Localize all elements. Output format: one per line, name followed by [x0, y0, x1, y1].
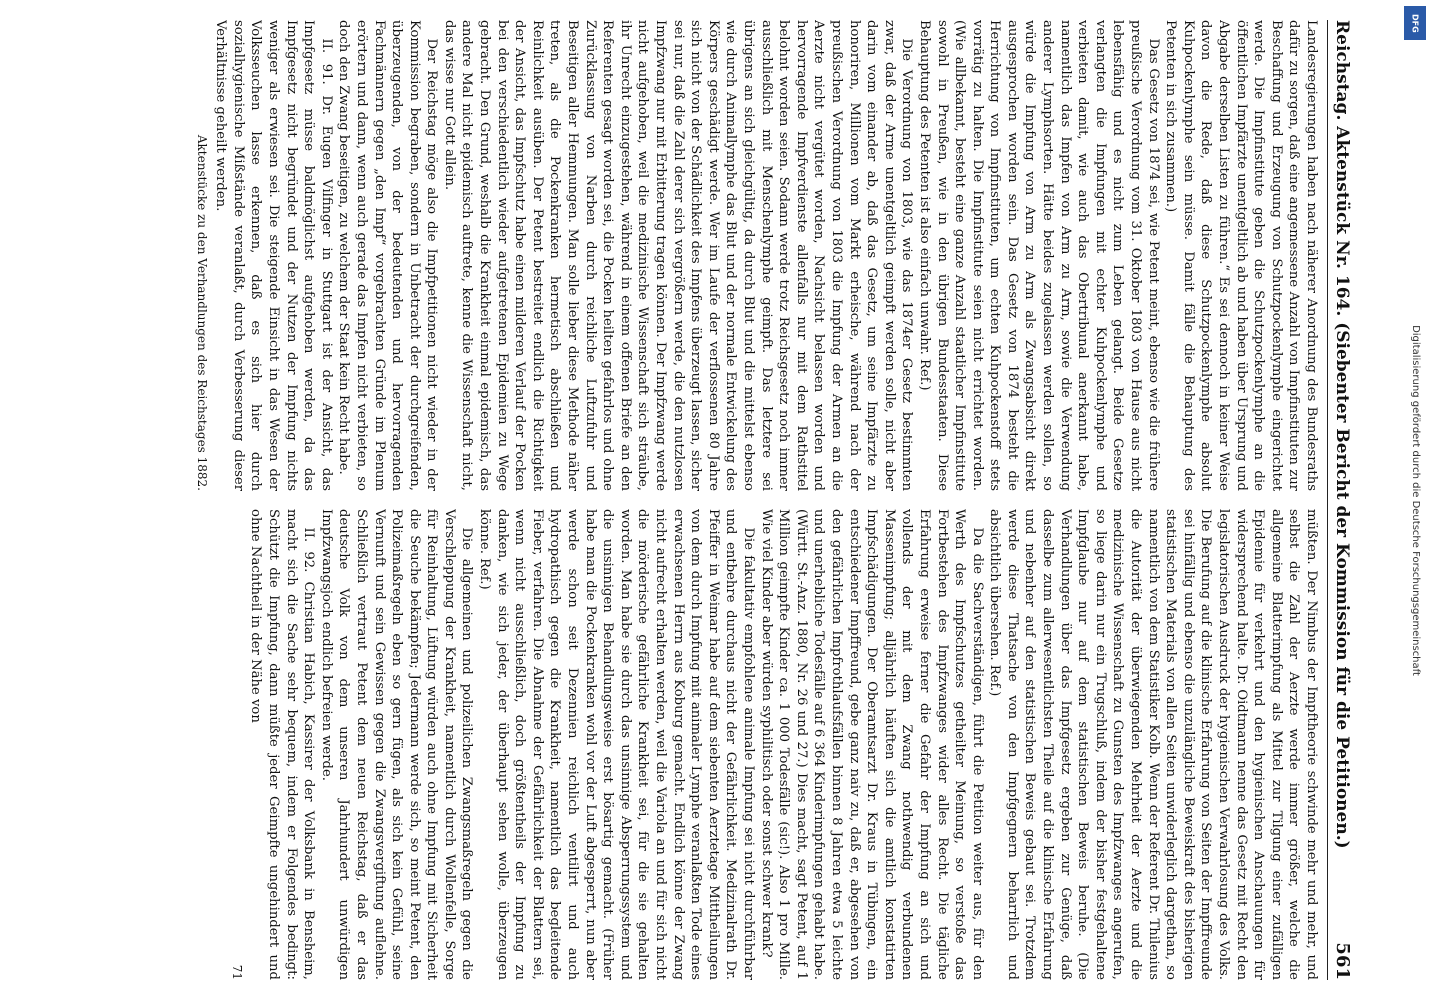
- paragraph: müßten. Der Nimbus der Impftheorie schwinde mehr und mehr, und selbst die Zahl der Aerzte werde immer größer, welche die allgemeine Blatterimpfung als Mittel zur Tilgung einer zufälligen Epidemie für verkehrt und den hygienischen Anschauungen für widersprechend halte. Dr. Oidtmann nenne das Gesetz mit Recht den legislatorischen Ausdruck der hygienischen Verwahrlosung des Volks. Die Berufung auf die klinische Erfahrung von Seiten der Impffreunde sei hinfällig und ebenso die unzulängliche Beweiskraft des bisherigen statistischen Materials von allen Seiten unwiderleglich dargethan, so namentlich von dem Statistiker Kolb. Wenn der Referent Dr. Thilenius die Autorität der überwiegenden Mehrheit der Aerzte und die medizinische Wissenschaft zu Gunsten des Impfzwanges angerufen, so liege darin nur ein Trugschluß, indem der bisher festgehaltene Impfglaube nur auf dem statistischen Beweis beruhe. (Die Verhandlungen über das Impfgesetz ergeben zur Genüge, daß dasselbe zum allerwesentlichsten Theile auf die klinische Erfahrung und nebenher auf den statistischen Beweis gebaut sei. Trotzdem werde diese Thatsache von den Impfgegnern beharrlich und absichtlich übersehen. Ref.): [987, 509, 1319, 980]
- paragraph: II. 91. Dr. Eugen Vilfinger in Stuttgart ist der Ansicht, das Impfgesetz müsse baldmöglichst aufgehoben werden, da das Impfgesetz nicht begründet und der Nutzen der Impfung nichts weniger als erwiesen sei. Die steigende Einsicht in das Wesen der Volksseuchen lasse erkennen, daß es sich hier durch sozialhygienische Mißstände veranlaßt, durch Verbesserung dieser Verhältnisse geheilt werden.: [213, 20, 334, 491]
- paragraph: Landesregierungen haben nach näherer Anordnung des Bundesraths dafür zu sorgen, daß eine angemessene Anzahl von Impfinstituten zur Beschaffung und Erzeugung von Schutzpockenlymphe eingerichtet werde. Die Impfinstitute geben die Schutzpockenlymphe an die öffentlichen Impfärzte unentgeltlich ab und haben über Ursprung und Abgabe derselben Listen zu führen.“ Es sei dennoch in keiner Weise davon die Rede, daß diese Schutzpockenlymphe absolut Kuhpockenlymphe sein müsse. Damit fälle die Behauptung des Petenten in sich zusammen.): [1163, 20, 1319, 491]
- paragraph: Die Verordnung von 1803, wie das 1874er Gesetz bestimmten zwar, daß der Arme unentgeltlich geimpft werden solle, nicht aber darin vom einander ab, daß das Gesetz, um seine Impfärzte zu honoriren, Millionen vom Markt erheische, während nach der preußischen Verordnung von 1803 die Impfung der Armen an die Aerzte nicht vergütet worden, Nachsicht belassen worden und hervorragende Impfverdienste allenfalls nur mit dem Rathstitel belohnt worden seien. Sodann werde trotz Reichsgesetz noch immer ausschließlich mit Menschenlymphe geimpft. Das letztere sei übrigens an sich gleichgültig, da durch Blut und die mittelst ebenso wie durch Animallymphe das Blut und der normale Entwickelung des Körpers geschädigt werde. Wer im Laufe der verflossenen 80 Jahre sich nicht von der Schädlichkeit des Impfens überzeugt lassen, sicher sei nur, daß die Zahl derer sich vergrößern werde, die den nutzlosen Impfzwang nur mit Erbitterung tragen können. Der Impfzwang werde nicht aufgehoben, weil die medizinische Wissenschaft sich sträube, ihr Unrecht einzugestehen, während in einem offenen Briefe an den Referenten gesagt worden sei, die Pocken heilten gefahrlos und ohne Zurücklassung von Narben durch reichliche Luftzufuhr und Beseitigen aller Hemmungen. Man solle lieber diese Methode näher treten, als die Pockenkranken hermetisch abschließen und Reinlichkeit ausüben. Der Petent bestreitet endlich die Richtigkeit der Ansicht, das Impfschutz habe einen milderen Verlauf der Pocken bei den verschiedentlich wieder aufgetretenen Epidemien zu Wege gebracht. Den Grund, weshalb die Krankheit einmal epidemisch, das andere Mal nicht epidemisch auftrete, kenne die Wissenschaft nicht, das wisse nur Gott allein.: [441, 20, 915, 491]
- paragraph: II. 92. Christian Habich, Kassirer der Volksbank in Bensheim, macht sich die Sache sehr bequem, indem er Folgendes bedingt: Schützt die Impfung, dann müßte jeder Geimpfte ungehindert und ohne Nachtheil in der Nähe von: [248, 509, 317, 980]
- column-left: [20, 20, 1320, 491]
- paragraph: Das Gesetz von 1874 sei, wie Petent meint, ebenso wie die frühere preußische Verordnung vom 31. Oktober 1803 von Hause aus nicht lebensfähig und es nicht zum Leben gelangt. Beide Gesetze verlangten die Impfungen mit echter Kuhpockenlymphe und verbieten damit, wie auch das Obertribunal anerkannt habe, namentlich das Impfen von Arm zu Arm, sowie die Verwendung anderer Lymphsorten. Hätte beides zugelassen werden sollen, so würde die Impfung von Arm zu Arm als Zwangsabsicht direkt ausgesprochen worden sein. Das Gesetz von 1874 besteht die Herrichtung von Impfinstituten, um echten Kuhpockenstoff stets vorrätig zu halten. Die Impfinstitute seien nicht errichtet worden. (Wie allbekannt, besteht eine ganze Anzahl staatlicher Impfinstitute sowohl in Preußen, wie in den übrigen Bundesstaaten. Diese Behauptung des Petenten ist also einfach unwahr. Ref.): [916, 20, 1161, 491]
- text-columns: [20, 20, 1320, 980]
- paragraph: Da die Sachverständigen, führt die Petition weiter aus, für den Werth des Impfschutzes getheilter Meinung, so verstoße das Fortbestehen des Impfzwanges wider alles Recht. Die tägliche Erfahrung erweise ferner die Gefahr der Impfung an sich und vollends der mit dem Zwang nothwendig verbundenen Massenimpfung; alljährlich häuften sich die amtlich konstatirten Impfschädigungen. Der Oberamtsarzt Dr. Kraus in Tübingen, ein entschiedener Impffreund, gebe ganz naiv zu, daß er, abgesehen von den gefährlichen Impfrothlaufsfällen binnen 8 Jahren etwa 5 leichte und unerhebliche Todesfälle auf 6 364 Kinderimpfungen gehabt habe. (Württ. St.-Anz. 1880, Nr. 26 und 27.) Dies macht, sagt Petent, auf 1 Million geimpfte Kinder ca. 1 000 Todesfälle (sic!). Also 1 pro Mille. Wie viel Kinder aber würden syphilitisch oder sonst schwer krank?: [758, 509, 985, 980]
- column-footer: 71: [229, 964, 244, 980]
- page-header: [1327, 20, 1372, 980]
- paragraph: Der Reichstag möge also die Impfpetitionen nicht wieder in der Kommission begraben, sondern in Unbetracht der durchgreifenden, überzeugenden, von der bedeutenden und hervorragenden Fachmännern gegen „den Impf“ vorgebrachten Gründe im Plenum erörtern und dann, wenn auch gerade das Impfen nicht verbieten, so doch den Zwang beseitigen, zu welchem der Staat kein Recht habe.: [336, 20, 440, 491]
- running-head: Reichstag. Aktenstück Nr. 164. (Siebenter Bericht der Kommission für die Petitionen.): [1332, 20, 1352, 849]
- credit-text: Digitalisierung gefördert durch die Deutsche Forschungsgemeinschaft: [1409, 324, 1421, 676]
- column-right: [20, 509, 1320, 980]
- column-footer: Aktenstücke zu den Verhandlungen des Reichstages 1882.: [194, 134, 209, 491]
- digitization-credit: [1402, 0, 1428, 1000]
- dfg-logo-icon: DFG: [1404, 6, 1426, 40]
- paragraph: Die fakultativ empfohlene animale Impfung sei nicht durchführbar und entbehre durchaus nicht der Gefährlichkeit. Medizinalrath Dr. Pfeiffer in Weimar habe auf dem siebenten Aerztetage Mittheilungen von dem durch Impfung mit animaler Lymphe veranlaßten Tode eines erwachsenen Herrn aus Koburg gemacht. Endlich könne der Zwang nicht aufrecht erhalten werden, weil die Variola an und für sich nicht die mörderische gefährliche Krankheit sei, für die sie gehalten worden. Man habe sie durch das unsinnige Absperrungssystem und die unsinnigen Behandlungsweise erst bösartig gemacht. (Früher habe man die Pockenkranken wohl vor der Luft abgesperrt, nun aber werde schon seit Dezennien reichlich ventilirt und auch hydropathisch gegen die Krankheit, namentlich das begleitende Fieber, verfahren. Die Abnahme der Gefährlichkeit der Blattern sei, wenn nicht ausschließlich, doch größtentheils der Impfung zu danken, wie sich jeder, der überhaupt sehen wolle, überzeugen könne. Ref.): [477, 509, 756, 980]
- paragraph: Die allgemeinen und polizeilichen Zwangsmaßregeln gegen die Verschleppung der Krankheit, namentlich durch Wollenfelle, Sorge für Reinhaltung, Lüftung würden auch ohne Impfung mit Sicherheit die Seuche bekämpfen; Jedermann werde sich, so meint Petent, den Polizeimaßregeln eben so gern fügen, als sich kein Gefühl, seine Vernunft und sein Gewissen gegen die Zwangsvergiftung auflehne. Schließlich vertraut Petent dem neuen Reichstag, daß er das deutsche Volk von dem unseren Jahrhundert unwürdigen Impfzwangsjoch endlich befreien werde.: [318, 509, 475, 980]
- page-number: 561: [1332, 942, 1353, 980]
